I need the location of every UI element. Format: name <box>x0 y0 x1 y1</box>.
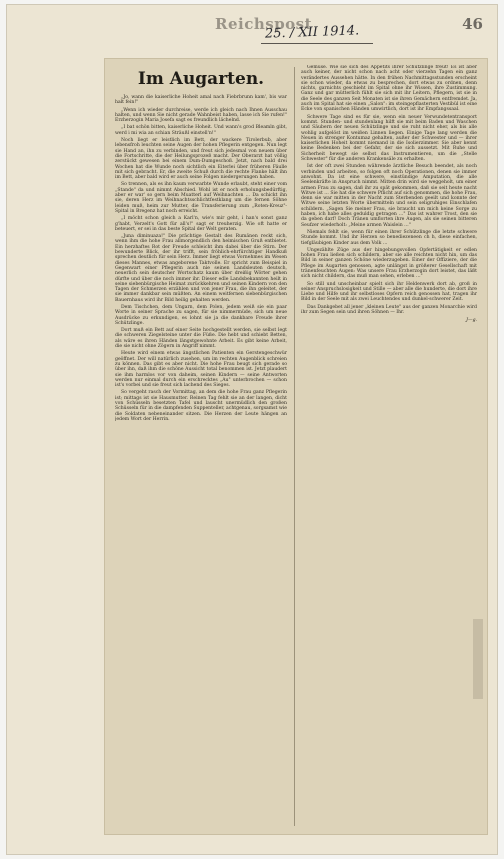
article-paragraph: Das Dankgebet all jener „kleinen Leute" aus der ganzen Monarchie wird ihr zum Segen sein und ihren Söhnen — Ihr. <box>301 304 477 316</box>
article-paragraph: Ist der oft zwei Stunden währende ärztliche Besuch beendet, als noch verbinden und arbeiten, so folgen oft noch Operationen, denen sie immer anwohnt. Da ist eine schwere, einstündige Amputation, die alle Seelenkräfte in Anspruch nimmt. Mitten drin wird sie weggeholt, um einer armen Frau zu sagen, daß ihr zu spät gekommen, daß sie seit heute nacht Witwe ist … Sie hat die schwere Pflicht auf sich genommen, die hohe Frau, denn sie war mitten in der Nacht zum Sterbenden geeilt und konnte der Witwe seine letzten Worte übermitteln und sein seligruhiges Einschlafen schildern. „Sagen Sie meiner Frau, sie braucht um mich keine Sorge zu haben, ich habe alles geduldig getragen …" Das ist wahrer Trost, den sie da geben darf! Doch Tränen umflorten ihre Augen, als sie seinen bitteren Seufzer wiederholt: „Meine armen Waislein …" <box>301 164 477 228</box>
article-paragraph: „Juna diminuaza!" Die prächtige Gestalt des Rumänen reckt sich, wenn ihm die hohe Frau allmorgendlich den heimischen Gruß entbietet. Ein herzhaftes Rot der Freude schleicht ihm dabei über die Stirn. Der bewunderte Blick, der ihr trifft, sein fröhlich-ehrfürchtiger Handkuß sprechen deutlich für sein Herz. Immer liegt etwas Vornehmes im Wesen dieses Mannes, etwas angeborene Taktvolle. Er spricht zum Beispiel in Gegenwart einer Pflegerin auch nie seinen Landsleuten deutsch, neuerlich sein deutscher Wortschatz kaum über dreißig Wörter gehen dürfte und über die noch immer ihr. Dieser edle Landsbekannten heilt in seine siebenbürgische Heimat zurückkehren und seinen Kindern von den Tagen der Schmerzen erzählen und von jener Frau, die ihn geleitet, der sie immer dankbar sein müßten. An einem weitfernen siebenbürgischen Bauernhaus wird ihr Bild heilig gehalten werden. <box>115 234 287 303</box>
archive-sheet <box>6 4 498 855</box>
article-paragraph: Heute wird einem etwas ängstlichen Patienten ein Gerstengeschwür geöffnet. Der will natürlich zusehen, um im rechten Augenblick schreien zu können. Das gibt es aber nicht. Die hohe Frau beugt sich gerade so über ihn, daß ihm die schöne Aussicht total benommen ist. Jetzt plaudert sie ihm harmlos vor von daheim, seinen Kindern — seine Antworten werden nur einmal durch ein erschrecktes „Au" unterbrochen — schon ist's vorbei und sie freut sich lachend des Sieges. <box>115 351 287 389</box>
page-number: 46 <box>462 15 483 33</box>
article-paragraph: „Jo, wann die kaiserliche Hoheit amal nach Fiebrbrunn kam', bis war halt fein!" <box>115 95 287 106</box>
left-paragraphs <box>115 95 287 422</box>
right-paragraphs <box>301 65 477 315</box>
article-paragraph: Ungezählte Züge aus der hingebungsvollen Opfertätigkeit er edlen hohen Frau ließen sich schildern, aber sie alle reichten nicht hin, um das Bild in seiner ganzen Schöne wiederzugeben. Einer der Offiziere, der die Pflege im Augarten genossen, agte unlängst in größerer Gesellschaft mit tränenfeuchten Augen: Was unsere Frau Erzherzogin dort leistet, das läßt sich nicht childern, das muß man sehen, erleben …" <box>301 247 477 280</box>
masthead <box>7 15 497 37</box>
article-paragraph: So still und unscheinbar spielt sich ihr Heldenwerk dort ab, groß in seiner Anspruchslosigkeit und Stille — aber alle die hunderte, die dort ihre Liebe und Hilfe und ihr selbstloses Opfern reich genossen hat, tragen ihr Bild in der Seele mit als zwei Leuchtendes und dunkel-schwerer Zeit. <box>301 281 477 303</box>
article-paragraph: Gemüse. Wie sie sich des Appetits ihrer Schützlinge freut! Es ist aber auch keiner, der nicht schon nach acht oder vierzehn Tagen ein ganz verändertes Aussehen hätte. In den frühen Nachmittagsstunden erscheint sie schon wieder, da etwas zu besprechen, dort etwas zu ordnen, denn nichts, garnichts geschieht im Spital ohne ihr Wissen, ihre Zustimmung. Ganz und gar mütterlich fühlt sie sich mit ihr Leitern, Pflegern, ist sie in die Seele des ganzen Seit Monaten ist sie ihren Gemächern entfremdet. Ja, auch im Spital hat sie einen „Salon": im steingepflasterten Vestibül ist eine Ecke von spanischen Händen umwirtlich, dort ist ihr Empfangssaal. <box>301 65 477 113</box>
article-paragraph: So vergeht rasch der Vormittag, an dem die hohe Frau ganz Pflegerin ist; mittags ist sie Hausmutter. Reinen Tag fehlt sie an der langen, dicht von Schüsseln besetzten Tafel und lauscht unermüdlich den großen Schüsseln für in die dampfenden Suppenteller, achtgenau, sorgsamst wie die Soldaten nebeneinander sitzen. Die Herzen der Leute hängen an jedem Wort der Herrin. <box>115 390 287 422</box>
article-paragraph: „Wenn ich wieder durchreise, werde ich gleich nach Ihnen Ausschau halten, und wenn Sie nicht gerade Wahnbeist haben, lasse ich Sie rufen!" Erzherzogin Maria Josefa sagt es freundlich lächelnd. <box>115 107 287 124</box>
article-paragraph: So trennen, als es ihn kaum verwarbte Wunde erlaubt, steht einer vom „Stande" da und nimmt Abschied. Wohl ist er noch erholungsbedürftig, aber er war' so gern beim Muatterl auf Weihnachten … Da schickt ihn sie, deren Herz im Weihnachtsschlichtfestklang um die fernen Söhne leiden muß, heim zur Mutter, die Transferierung zum „Roten-Kreuz"-Spital in Bregenz hat noch erreicht. <box>115 182 287 214</box>
article-headline: Im Augarten. <box>137 69 265 89</box>
newspaper-clipping <box>105 59 487 834</box>
article-column-left <box>115 65 287 828</box>
article-paragraph: „I bat schön bitten, kaiserliche Hoheit. Und wann's grod Bleamln gibt, werd i mi wia an schian Sträußl einstell'n!" <box>115 125 287 136</box>
article-paragraph: Noch liegt er leistlich im Bett, der wackere Tirolerbub, aber lebensfroh leuchten seine Augen der hohen Pflegerin entgegen. Nun legt sie Hand an, ihn zu verbinden, und freut sich jedesmal von neuem über die Fortschritte, die der Heilungsprozeß macht. Der Oberarzt hat völlig zerstückt gewesen bei einem Dum-Dumgeschoß. Jetzt, nach bald drei Wochen hat die Wunde noch sichtlich ein Eiterlei über früheren Fäulle mit sich gebracht. Er, die zweite Schuß durch die rechte Flanke hält ihn im Bett, aber bald wird er auch seine Folgen niedergerungen haben. <box>115 138 287 181</box>
article-paragraph: Niemals fehlt sie, wenn für einen ihrer Schützlinge die letzte schwere Stunde kommt. Und ihr Herzen so benediezeneen ch h, diese einfachen, tiefgläubigen Kinder aus dem Volk … <box>301 229 477 246</box>
article-paragraph: Schwere Tage sind es für sie, wenn ein neuer Verwundetentransport kommt. Stunden- und stundenlang hilft sie mit beim Baden und Waschen und Säubern der neuen Schützlinge und sie ruht nicht eher, als bis alle wohlig aufgelöst im weißen Linnen liegen. Einige Tage lang werden die Neuen in strenger Kontumaz gehalten, außer der Schwester und — ihrer kaiserlichen Hoheit kommt niemand in die Isolierzimmer. Sie aber kennt keine Bedenken bei der Gefahr, der sie sich aussetzt. Mit Ruhe und Sicherheit bewegt sie selbst das Instrumentieren, um die „Stelle Schwester" für die anderen Krankensäle zu erhalten. <box>301 114 477 163</box>
paper-stain <box>473 619 483 699</box>
article-paragraph: Dort muß ein Bett auf einer Seite hochgestellt werden, sie selbst legt die schweren Ziegelsteine unter die Füße. Die hebt und schiebt Betten, als wäre es ihren Händen längstgewohnte Arbeit. Es gibt keine Arbeit, die sie nicht ohne Zögern in Angriff nimmt. <box>115 328 287 350</box>
column-divider <box>294 67 295 826</box>
newspaper-name: Reichspost <box>215 15 313 33</box>
article-signature: J—g. <box>466 318 477 324</box>
article-paragraph: Dem Tischchen, dem Ungarn, dem Polen, jedem weiß sie ein paar Worte in seiner Sprache zu sagen, für sie nimmermüde, sich um neue Ausdrücke zu erkundigen, es lohnt sie ja die dankbare Freude ihrer Schützlinge. <box>115 304 287 326</box>
date-underline <box>261 43 373 44</box>
handwritten-date: 25. / XII 1914. <box>264 23 360 42</box>
article-column-right <box>301 65 477 828</box>
article-paragraph: „I möcht schon gleich a Karl'n, wie's mir geht, i han's sonst ganz g'habt, Verzelt's Gott für all's!" sagt er treuherzig. Wie oft hatte er beteuert, er sei in das beste Spital der Welt geraten. <box>115 216 287 232</box>
